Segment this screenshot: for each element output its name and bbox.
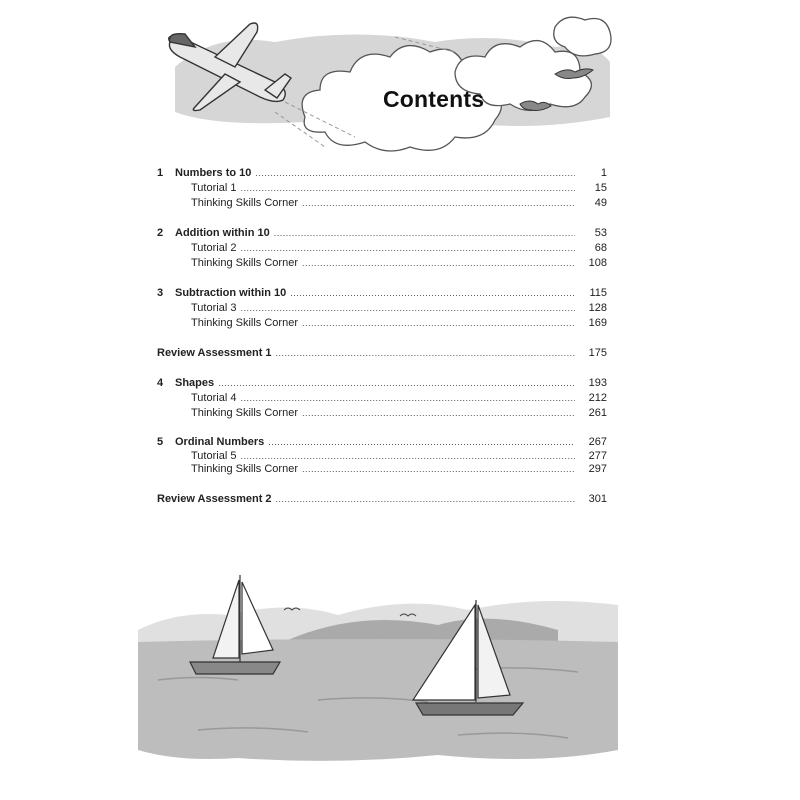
toc-section [157,492,607,507]
entry-title: Shapes [175,377,215,389]
toc-entry[interactable] [157,406,607,421]
dot-leader [240,301,575,316]
entry-title: Thinking Skills Corner [191,407,298,419]
chapter-number: 3 [157,287,164,299]
toc-section [157,436,607,477]
dot-leader [276,346,575,361]
toc-section [157,166,607,211]
entry-title: Tutorial 5 [191,449,237,462]
chapter-number: 2 [157,227,164,239]
dot-leader [302,316,575,331]
page-number: 169 [588,317,607,329]
page-number: 277 [588,449,607,462]
dot-leader [218,376,575,391]
page-number: 128 [588,302,607,314]
page-title: Contents [383,86,485,112]
toc-entry[interactable] [157,226,607,241]
toc-entry[interactable] [157,450,607,464]
chapter-number: 5 [157,436,164,448]
toc-section [157,226,607,271]
toc-entry[interactable] [157,492,607,507]
toc-entry[interactable] [157,376,607,391]
toc-section [157,286,607,331]
entry-title: Review Assessment 2 [157,492,272,505]
page-number: 301 [588,492,607,505]
toc-entry[interactable] [157,196,607,211]
dot-leader [255,166,575,181]
page-number: 193 [588,377,607,389]
toc-entry[interactable] [157,463,607,477]
page-number: 49 [594,197,607,209]
toc-entry[interactable] [157,241,607,256]
toc-entry[interactable] [157,316,607,331]
entry-title: Thinking Skills Corner [191,463,298,475]
dot-leader [302,463,575,477]
page-number: 1 [600,167,607,179]
table-of-contents [157,166,607,522]
page-number: 68 [594,242,607,254]
entry-title: Thinking Skills Corner [191,317,298,329]
toc-entry[interactable] [157,346,607,361]
page-number: 297 [588,463,607,475]
dot-leader [240,391,575,406]
toc-entry[interactable] [157,181,607,196]
entry-title: Review Assessment 1 [157,347,272,359]
chapter-number: 4 [157,377,164,389]
entry-title: Thinking Skills Corner [191,257,298,269]
dot-leader [302,196,575,211]
page-number: 115 [589,287,607,299]
entry-title: Tutorial 3 [191,302,237,314]
dot-leader [302,256,575,271]
entry-title: Ordinal Numbers [175,436,265,448]
entry-title: Addition within 10 [175,227,270,239]
entry-title: Thinking Skills Corner [191,197,298,209]
page-number: 15 [594,182,607,194]
dot-leader [240,241,575,256]
toc-section [157,376,607,421]
toc-entry[interactable] [157,436,607,450]
toc-entry[interactable] [157,166,607,181]
dot-leader [240,450,575,464]
page-number: 212 [588,392,607,404]
dot-leader [276,492,575,507]
dot-leader [240,181,575,196]
page-number: 261 [588,407,607,419]
dot-leader [274,226,575,241]
page-number: 108 [588,257,607,269]
sailboats-seascape-illustration [138,570,618,765]
chapter-number: 1 [157,167,164,179]
toc-entry[interactable] [157,391,607,406]
entry-title: Numbers to 10 [175,167,252,179]
page-number: 175 [588,347,607,359]
toc-entry[interactable] [157,256,607,271]
dot-leader [290,286,575,301]
entry-title: Tutorial 4 [191,392,237,404]
entry-title: Tutorial 1 [191,182,237,194]
toc-section [157,346,607,361]
toc-entry[interactable] [157,286,607,301]
page-number: 53 [594,227,607,239]
dot-leader [302,406,575,421]
toc-entry[interactable] [157,301,607,316]
entry-title: Subtraction within 10 [175,287,287,299]
entry-title: Tutorial 2 [191,242,237,254]
dot-leader [268,436,575,450]
page-number: 267 [588,436,607,448]
